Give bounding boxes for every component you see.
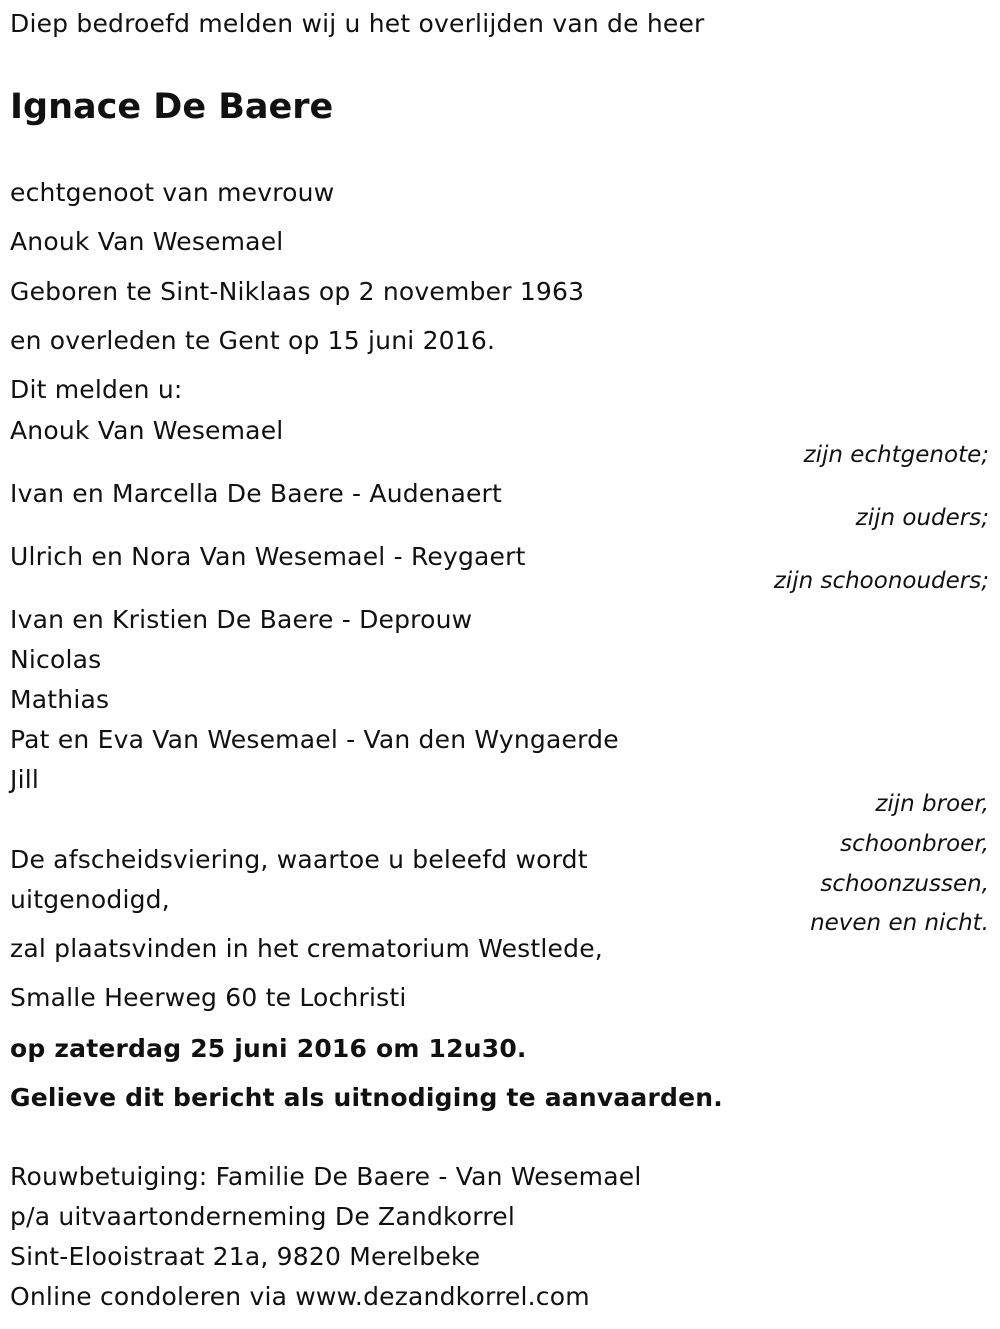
condolence-line: Rouwbetuiging: Familie De Baere - Van Wesemael	[10, 1162, 642, 1191]
ceremony-line: uitgenodigd,	[10, 885, 170, 914]
mourner-name: Mathias	[10, 685, 110, 714]
invitation-notice: Gelieve dit bericht als uitnodiging te aanvaarden.	[10, 1083, 723, 1112]
death-line: en overleden te Gent op 15 juni 2016.	[10, 326, 496, 355]
deceased-name: Ignace De Baere	[10, 87, 334, 127]
intro-text: Diep bedroefd melden wij u het overlijden van de heer	[10, 9, 705, 38]
birth-line: Geboren te Sint-Niklaas op 2 november 1963	[10, 277, 585, 306]
mourner-relation: schoonzussen,	[820, 871, 989, 897]
spouse-name: Anouk Van Wesemael	[10, 227, 284, 256]
mourner-name: Ivan en Marcella De Baere - Audenaert	[10, 479, 503, 508]
mourner-relation: zijn ouders;	[855, 505, 989, 531]
condolence-line: Sint-Elooistraat 21a, 9820 Merelbeke	[10, 1242, 481, 1271]
spouse-intro: echtgenoot van mevrouw	[10, 178, 335, 207]
mourner-relation: neven en nicht.	[810, 910, 989, 936]
ceremony-line: De afscheidsviering, waartoe u beleefd wordt	[10, 845, 588, 874]
mourner-relation: zijn echtgenote;	[803, 442, 989, 468]
mourner-name: Anouk Van Wesemael	[10, 416, 284, 445]
mourner-name: Jill	[10, 765, 40, 794]
ceremony-line: zal plaatsvinden in het crematorium Westlede,	[10, 934, 603, 963]
ceremony-datetime: op zaterdag 25 juni 2016 om 12u30.	[10, 1034, 527, 1063]
mourner-name: Nicolas	[10, 645, 102, 674]
mourner-relation: zijn broer,	[875, 791, 989, 817]
mourner-relation: schoonbroer,	[840, 831, 989, 857]
condolence-online: Online condoleren via www.dezandkorrel.com	[10, 1282, 590, 1311]
condolence-line: p/a uitvaartonderneming De Zandkorrel	[10, 1202, 515, 1231]
mourner-name: Ulrich en Nora Van Wesemael - Reygaert	[10, 542, 526, 571]
mourner-name: Pat en Eva Van Wesemael - Van den Wyngaerde	[10, 725, 619, 754]
announcers-intro: Dit melden u:	[10, 375, 183, 404]
mourner-relation: zijn schoonouders;	[773, 568, 989, 594]
mourner-name: Ivan en Kristien De Baere - Deprouw	[10, 605, 473, 634]
ceremony-address: Smalle Heerweg 60 te Lochristi	[10, 983, 407, 1012]
